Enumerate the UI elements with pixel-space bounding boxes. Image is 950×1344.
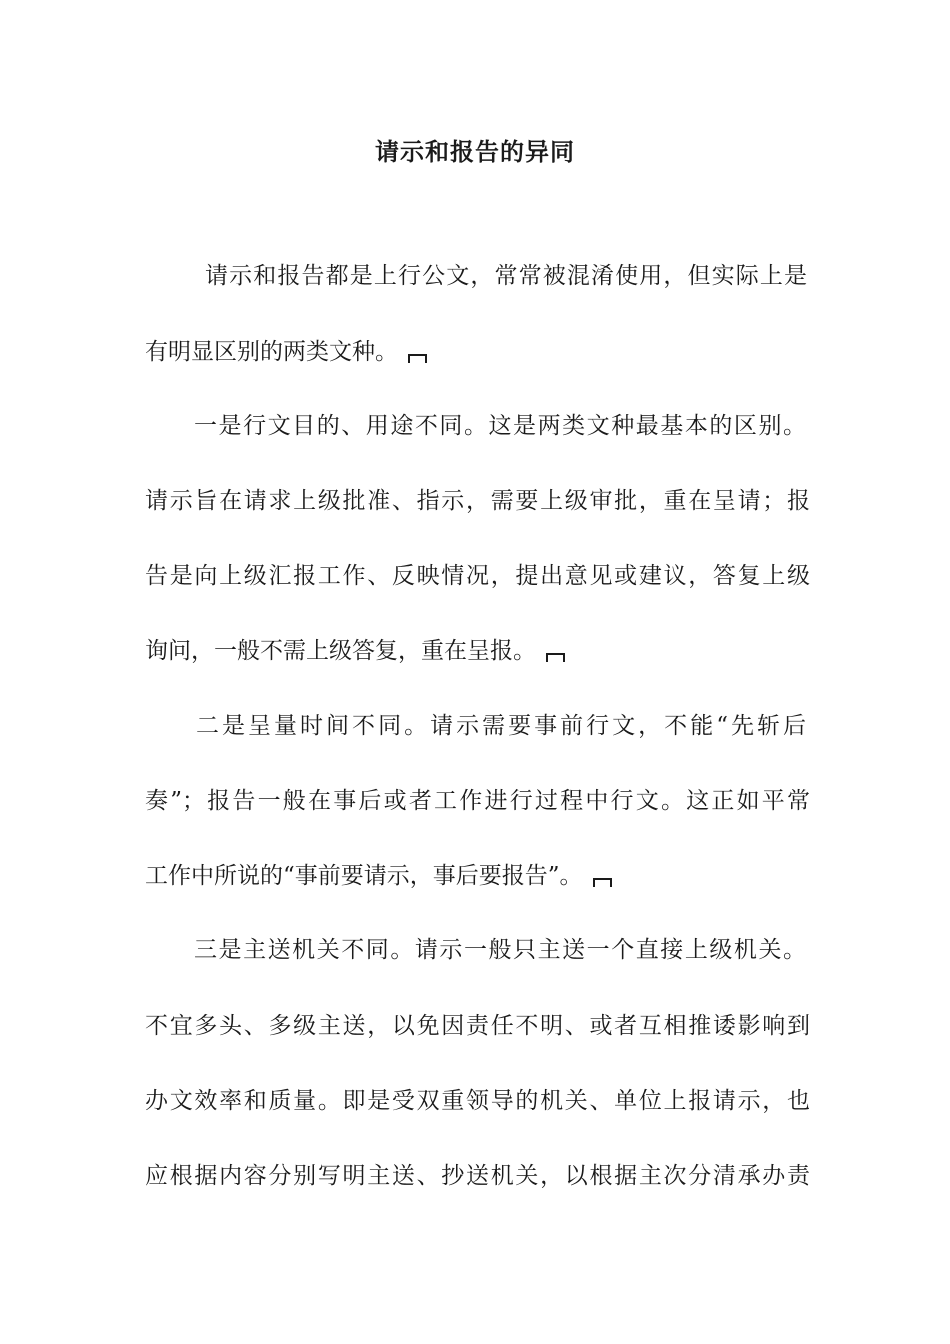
paragraph-4-line-1: 三是主送机关不同。请示一般只主送一个直接上级机关。: [194, 937, 806, 963]
paragraph-2-line-4-text: 询问，一般不需上级答复，重在呈报。: [145, 638, 536, 664]
paragraph-1-line-2: [145, 334, 810, 370]
document-title: 请示和报告的异同: [375, 137, 575, 166]
paragraph-end-mark-icon: [546, 653, 565, 662]
paragraph-1-line-2-text: 有明显区别的两类文种。: [145, 339, 398, 365]
paragraph-3-line-3: [145, 858, 810, 894]
paragraph-3-line-3-text: 工作中所说的“事前要请示，事后要报告”。: [145, 863, 583, 889]
paragraph-2-line-4: [145, 633, 810, 669]
paragraph-2-line-3: 告是向上级汇报工作、反映情况，提出意见或建议，答复上级: [145, 563, 810, 589]
paragraph-3-line-1: 二是呈量时间不同。请示需要事前行文，不能“先斩后: [196, 713, 806, 739]
paragraph-4-line-3: 办文效率和质量。即是受双重领导的机关、单位上报请示，也: [145, 1088, 810, 1114]
paragraph-2-line-1: 一是行文目的、用途不同。这是两类文种最基本的区别。: [194, 413, 806, 439]
paragraph-3-line-2: 奏”；报告一般在事后或者工作进行过程中行文。这正如平常: [145, 788, 810, 814]
paragraph-2-line-2: 请示旨在请求上级批准、指示，需要上级审批，重在呈请；报: [145, 488, 810, 514]
paragraph-4-line-2: 不宜多头、多级主送，以免因责任不明、或者互相推诿影响到: [145, 1013, 810, 1039]
paragraph-4-line-4: 应根据内容分别写明主送、抄送机关，以根据主次分清承办责: [145, 1163, 810, 1189]
paragraph-end-mark-icon: [593, 878, 612, 887]
paragraph-1-line-1: 请示和报告都是上行公文，常常被混淆使用，但实际上是: [205, 263, 807, 289]
paragraph-end-mark-icon: [408, 354, 427, 363]
